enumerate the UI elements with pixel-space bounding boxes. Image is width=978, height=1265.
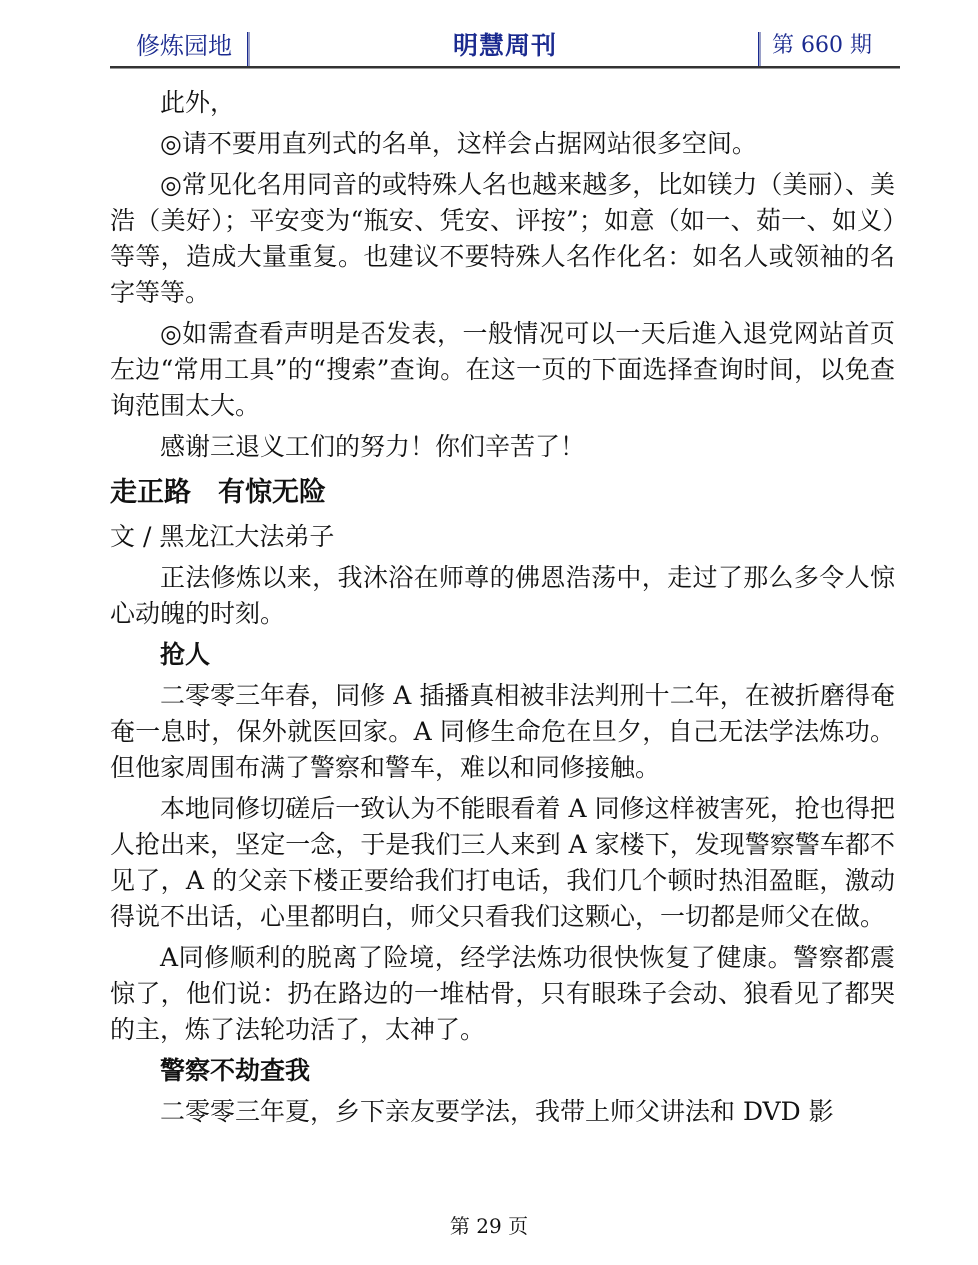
paragraph: 二零零三年夏，乡下亲友要学法，我带上师父讲法和 DVD 影 [160,1097,834,1126]
header-divider [758,32,761,66]
paragraph: 二零零三年春，同修 A 插播真相被非法判刑十二年，在被折磨得奄奄一息时，保外就医回家。A 同修生命危在旦夕，自己无法学法炼功。但他家周围布满了警察和警车，难以和同修接触。 [110,681,895,782]
header-rule [110,66,900,69]
section-heading: 警察不劫查我 [160,1056,311,1085]
article-title: 走正路 有惊无险 [110,477,326,508]
paragraph: 感谢三退义工们的努力！你们辛苦了！ [160,432,586,461]
issue-number: 第 660 期 [772,33,872,58]
page-header [110,26,900,66]
page-number: 第 29 页 [449,1214,529,1238]
paragraph: 正法修炼以来，我沐浴在师尊的佛恩浩荡中，走过了那么多令人惊心动魄的时刻。 [110,563,895,628]
section-heading: 抢人 [160,640,211,669]
page-content [110,85,895,1135]
header-divider [247,32,250,66]
article-author: 文 / 黑龙江大法弟子 [110,522,335,551]
paragraph: ◎请不要用直列式的名单，这样会占据网站很多空间。 [160,129,757,158]
paragraph: 本地同修切磋后一致认为不能眼看着 A 同修这样被害死，抢也得把人抢出来，坚定一念，于是我们三人来到 A 家楼下，发现警察警车都不见了，A 的父亲下楼正要给我们打电话，我们几个顿时热泪盈眶，激动得说不出话，心里都明白，师父只看我们这颗心，一切都是师父在做。 [110,794,895,931]
paragraph: 此外， [160,88,236,117]
publication-title: 明慧周刊 [452,31,557,60]
paragraph: A同修顺利的脱离了险境，经学法炼功很快恢复了健康。警察都震惊了，他们说：扔在路边的一堆枯骨，只有眼珠子会动、狼看见了都哭的主，炼了法轮功活了，太神了。 [110,943,895,1044]
paragraph: ◎常见化名用同音的或特殊人名也越来越多，比如镁力（美丽）、美浩（美好）；平安变为“瓶安、凭安、评按”；如意（如一、茹一、如义）等等，造成大量重复。也建议不要特殊人名作化名：如名人或领袖的名字等等。 [110,170,895,307]
paragraph: ◎如需查看声明是否发表，一般情况可以一天后進入退党网站首页左边“常用工具”的“搜索”查询。在这一页的下面选择查询时间，以免查询范围太大。 [110,319,895,420]
section-name: 修炼园地 [136,32,232,60]
